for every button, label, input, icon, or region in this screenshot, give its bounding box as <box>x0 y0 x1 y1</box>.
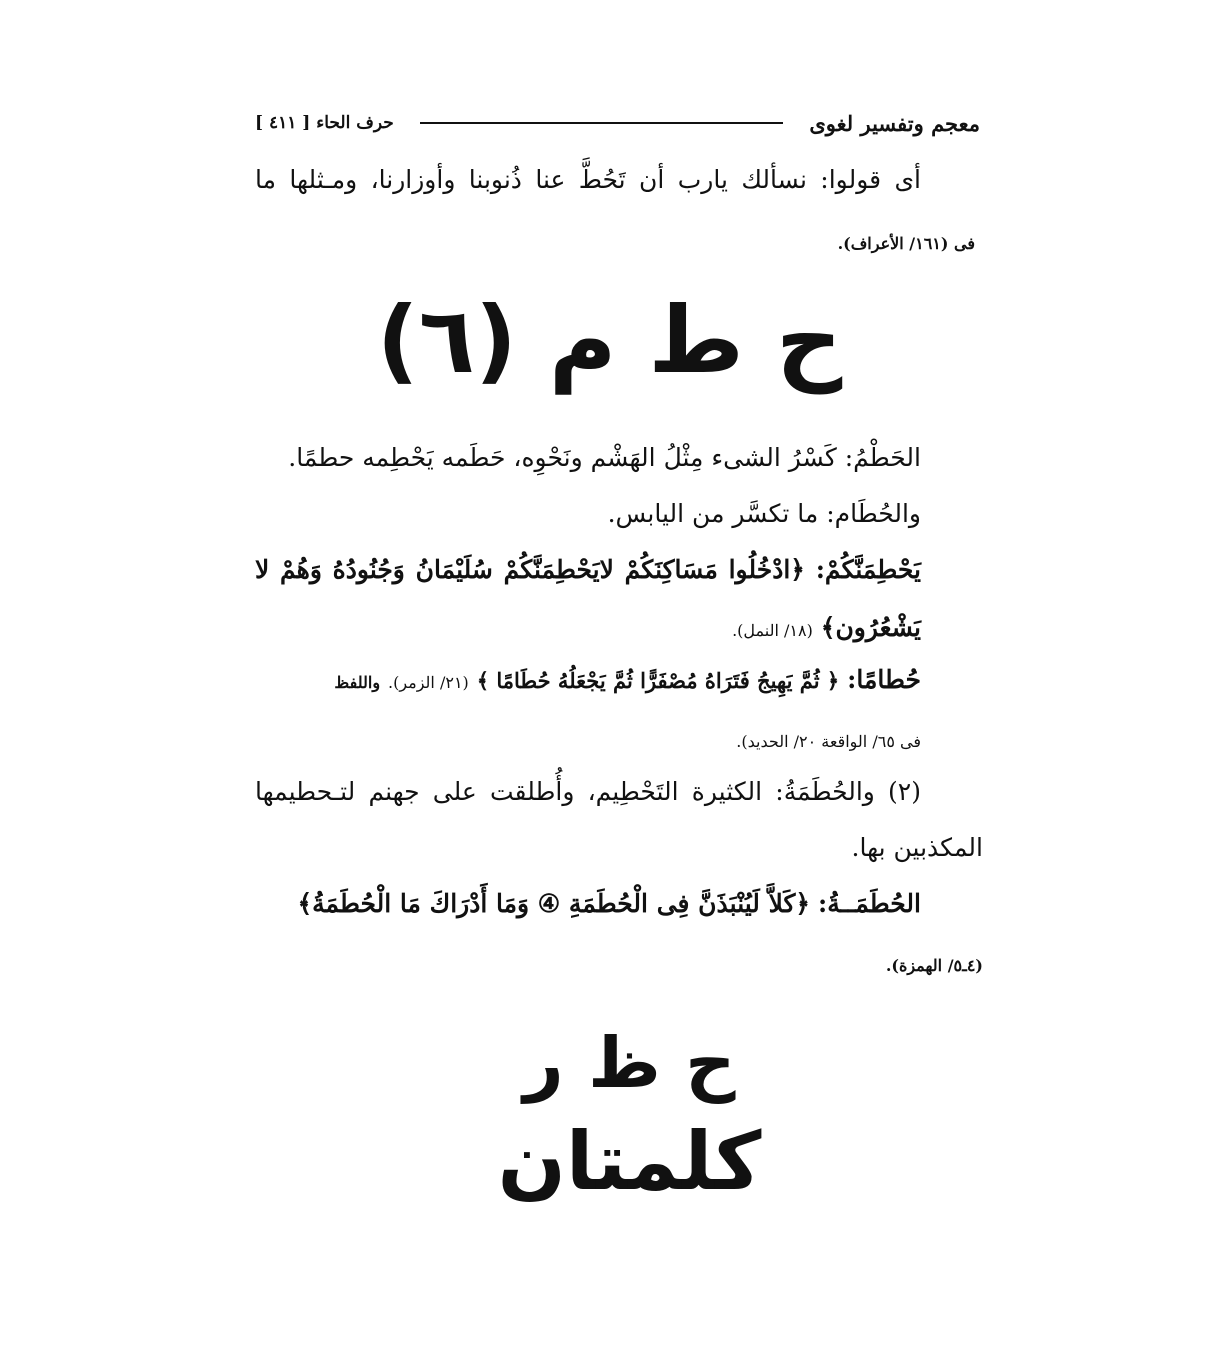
definition-2: والحُطَام: ما تكسَّر من اليابس. <box>607 499 921 528</box>
entry-headword: حُطامًا: <box>847 665 921 694</box>
verse-reference: (١٨/ النمل). <box>732 621 813 640</box>
intro-line-2: فى (١٦١/ الأعراف). <box>837 234 975 253</box>
quran-quote-end: يَشْعُرُون﴾ <box>820 613 921 642</box>
entry-1-line-2 <box>732 610 921 649</box>
entry-3-line-1 <box>297 886 921 922</box>
definition-1: الحَطْمُ: كَسْرُ الشىء مِثْلُ الهَشْم ونَحْوِه، حَطَمه يَحْطِمه حطمًا. <box>288 443 921 472</box>
quran-quote: ﴿ادْخُلُوا مَسَاكِنَكُمْ لايَحْطِمَنَّكُمْ سُلَيْمَانُ وَجُنُودُهُ وَهُمْ لا <box>255 555 805 584</box>
entry-1-line-1 <box>255 552 921 588</box>
book-title: معجم وتفسير لغوى <box>809 110 980 136</box>
definition-3-line-1: (٢) والحُطَمَةُ: الكثيرة التَحْطِيم، وأُطلقت على جهنم لتـحطيمها <box>255 777 921 806</box>
quran-quote: ﴿كَلاَّ لَيُنْبَذَنَّ فِى الْحُطَمَةِ ④ وَمَا أَدْرَاكَ مَا الْحُطَمَةُ﴾ <box>297 889 811 918</box>
word-count-subheading: كلمتان <box>497 1115 762 1208</box>
quran-quote: ﴿ ثُمَّ يَهِيجُ فَتَرَاهُ مُصْفَرًّا ثُمَّ يَجْعَلُهُ حُطَامًا ﴾ <box>476 668 840 693</box>
entry-headword: يَحْطِمَنَّكُمْ: <box>815 555 921 584</box>
header-rule <box>420 122 784 124</box>
intro-line-1: أى قولوا: نسألك يارب أن تَحُطَّ عنا ذُنوبنا وأوزارنا، ومـثلها ما <box>255 165 921 194</box>
definition-3-line-2: المكذبين بها. <box>851 833 983 862</box>
verse-reference: (٢١/ الزمر). <box>388 673 469 692</box>
entry-headword: الحُطَمَــةُ: <box>818 889 921 918</box>
section-page-number: حرف الحاء [ ٤١١ ] <box>255 113 394 133</box>
page-header <box>255 108 980 138</box>
entry-2-line-2: فى ٦٥/ الواقعة ٢٠/ الحديد). <box>736 732 921 751</box>
entry-2-line-1 <box>334 662 921 701</box>
root-heading-2: ح ظ ر <box>523 1022 736 1104</box>
verse-reference: (٤ـ٥/ الهمزة). <box>885 956 983 975</box>
root-heading: ح ط م (٦) <box>376 287 843 394</box>
entry-note: واللفظ <box>334 673 381 692</box>
